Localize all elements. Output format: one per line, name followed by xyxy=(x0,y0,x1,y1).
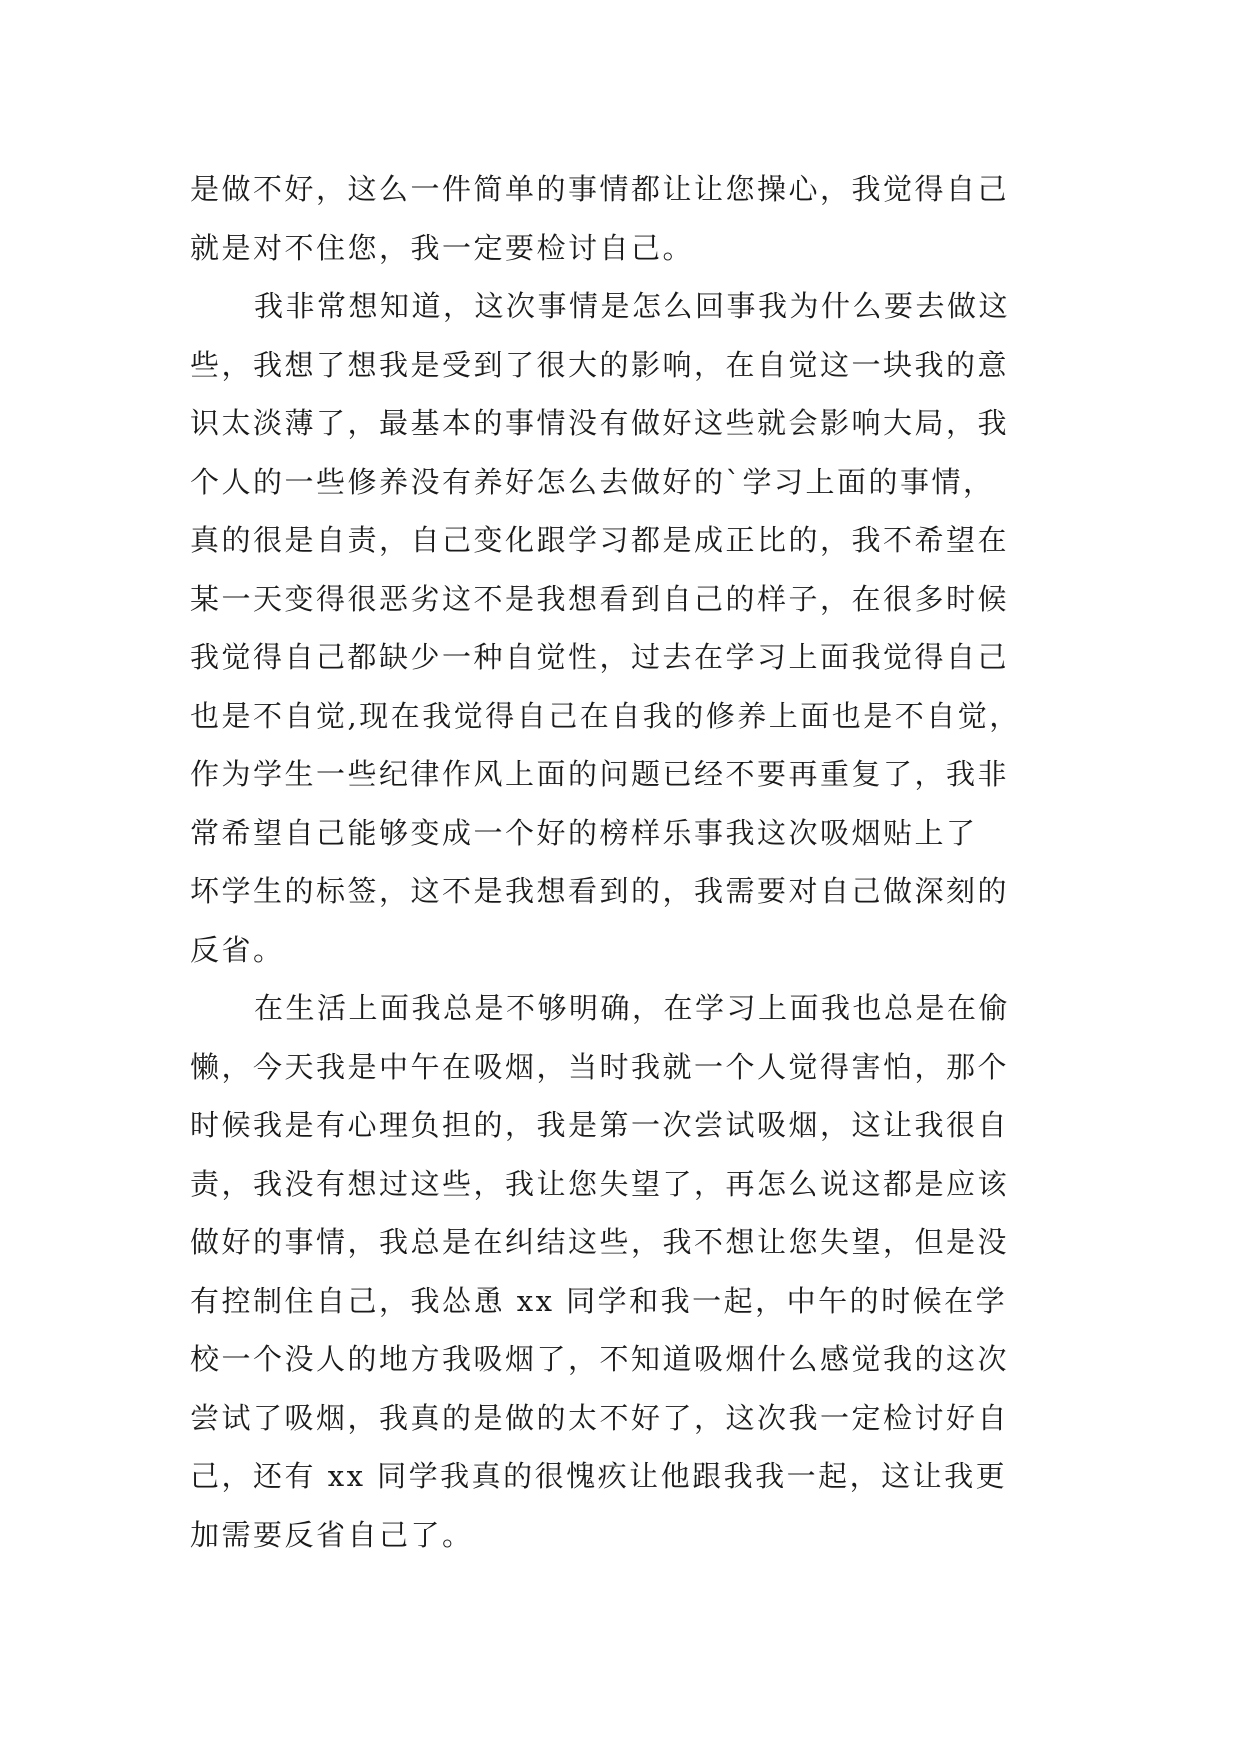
paragraph-1: 是做不好，这么一件简单的事情都让让您操心，我觉得自己 就是对不住您，我一定要检讨自己。 xyxy=(190,172,1010,265)
document-body xyxy=(190,160,1060,1564)
paragraph-3: 在生活上面我总是不够明确，在学习上面我也总是在偷 懒，今天我是中午在吸烟，当时我就一个人觉得害怕，那个 时候我是有心理负担的，我是第一次尝试吸烟，这让我很自 责，我没有想过这些，我让您失望了，再怎么说这都是应该 做好的事情，我总是在纠结这些，我不想让您失望，但是没 有控制住自己，我怂恿 xx 同学和我一起，中午的时候在学 校一个没人的地方我吸烟了，不知道吸烟什么感觉我的这次 尝试了吸烟，我真的是做的太不好了，这次我一定检讨好自 己，还有 xx 同学我真的很愧疚让他跟我我一起，这让我更 加需要反省自己了。 xyxy=(190,991,1011,1552)
paragraph-2: 我非常想知道，这次事情是怎么回事我为什么要去做这 些，我想了想我是受到了很大的影响，在自觉这一块我的意 识太淡薄了，最基本的事情没有做好这些就会影响大局，我 个人的一些修养没有养好怎么去做好的`学习上面的事情， 真的很是自责，自己变化跟学习都是成正比的，我不希望在 某一天变得很恶劣这不是我想看到自己的样子，在很多时候 我觉得自己都缺少一种自觉性，过去在学习上面我觉得自己 也是不自觉,现在我觉得自己在自我的修养上面也是不自觉， 作为学生一些纪律作风上面的问题已经不要再重复了，我非 常希望自己能够变成一个好的榜样乐事我这次吸烟贴上了 坏学生的标签，这不是我想看到的，我需要对自己做深刻的 反省。 xyxy=(190,289,1021,967)
